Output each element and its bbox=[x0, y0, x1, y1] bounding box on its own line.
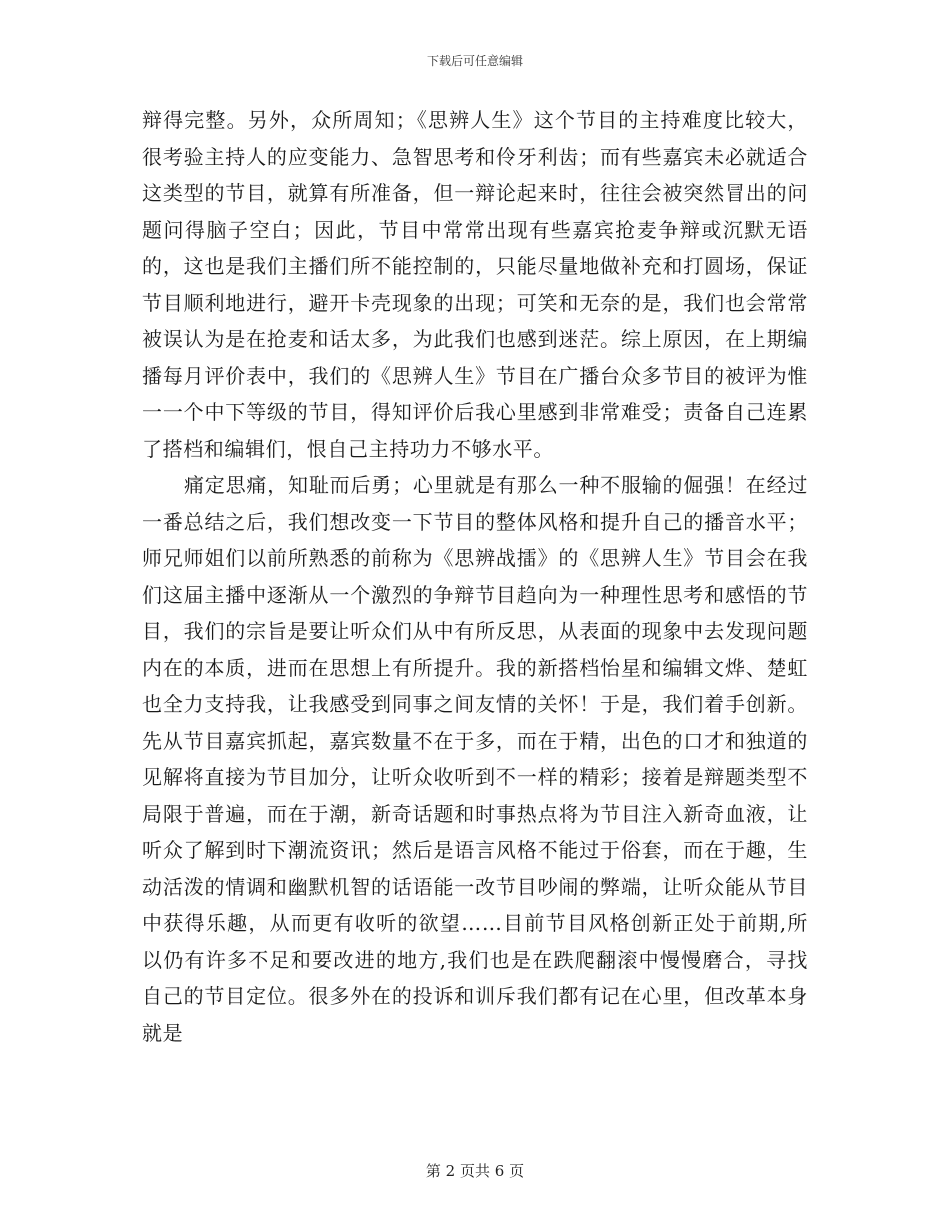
page-header: 下载后可任意编辑 bbox=[426, 54, 523, 68]
paragraph-1: 辩得完整。另外，众所周知；《思辨人生》这个节目的主持难度比较大，很考验主持人的应变能力、急智思考和伶牙利齿；而有些嘉宾未必就适合这类型的节目，就算有所准备，但一辩论起来时，往往会被突然冒出的问题问得脑子空白；因此，节目中常常出现有些嘉宾抢麦争辩或沉默无语的，这也是我们主播们所不能控制的，只能尽量地做补充和打圆场，保证节目顺利地进行，避开卡壳现象的出现；可笑和无奈的是，我们也会常常被误认为是在抢麦和话太多，为此我们也感到迷茫。综上原因，在上期编播每月评价表中，我们的《思辨人生》节目在广播台众多节目的被评为惟一一个中下等级的节目，得知评价后我心里感到非常难受；责备自己连累了搭档和编辑们，恨自己主持功力不够水平。 bbox=[142, 108, 808, 461]
document-body bbox=[142, 102, 808, 1051]
page-number: 第 2 页共 6 页 bbox=[425, 1162, 525, 1180]
paragraph-2: 痛定思痛，知耻而后勇；心里就是有那么一种不服输的倔强！在经过一番总结之后，我们想改变一下节目的整体风格和提升自己的播音水平；师兄师姐们以前所熟悉的前称为《思辨战擂》的《思辨人生》节目会在我们这届主播中逐渐从一个激烈的争辩节目趋向为一种理性思考和感悟的节目，我们的宗旨是要让听众们从中有所反思，从表面的现象中去发现问题内在的本质，进而在思想上有所提升。我的新搭档怡星和编辑文烨、楚虹也全力支持我，让我感受到同事之间友情的关怀！于是，我们着手创新。先从节目嘉宾抓起，嘉宾数量不在于多，而在于精，出色的口才和独道的见解将直接为节目加分，让听众收听到不一样的精彩；接着是辩题类型不局限于普遍，而在于潮，新奇话题和时事热点将为节目注入新奇血液，让听众了解到时下潮流资讯；然后是语言风格不能过于俗套，而在于趣，生动活泼的情调和幽默机智的话语能一改节目吵闹的弊端，让听众能从节目中获得乐趣，从而更有收听的欲望……目前节目风格创新正处于前期,所以仍有许多不足和要改进的地方,我们也是在跌爬翻滚中慢慢磨合，寻找自己的节目定位。很多外在的投诉和训斥我们都有记在心里，但改革本身就是 bbox=[142, 473, 808, 1045]
